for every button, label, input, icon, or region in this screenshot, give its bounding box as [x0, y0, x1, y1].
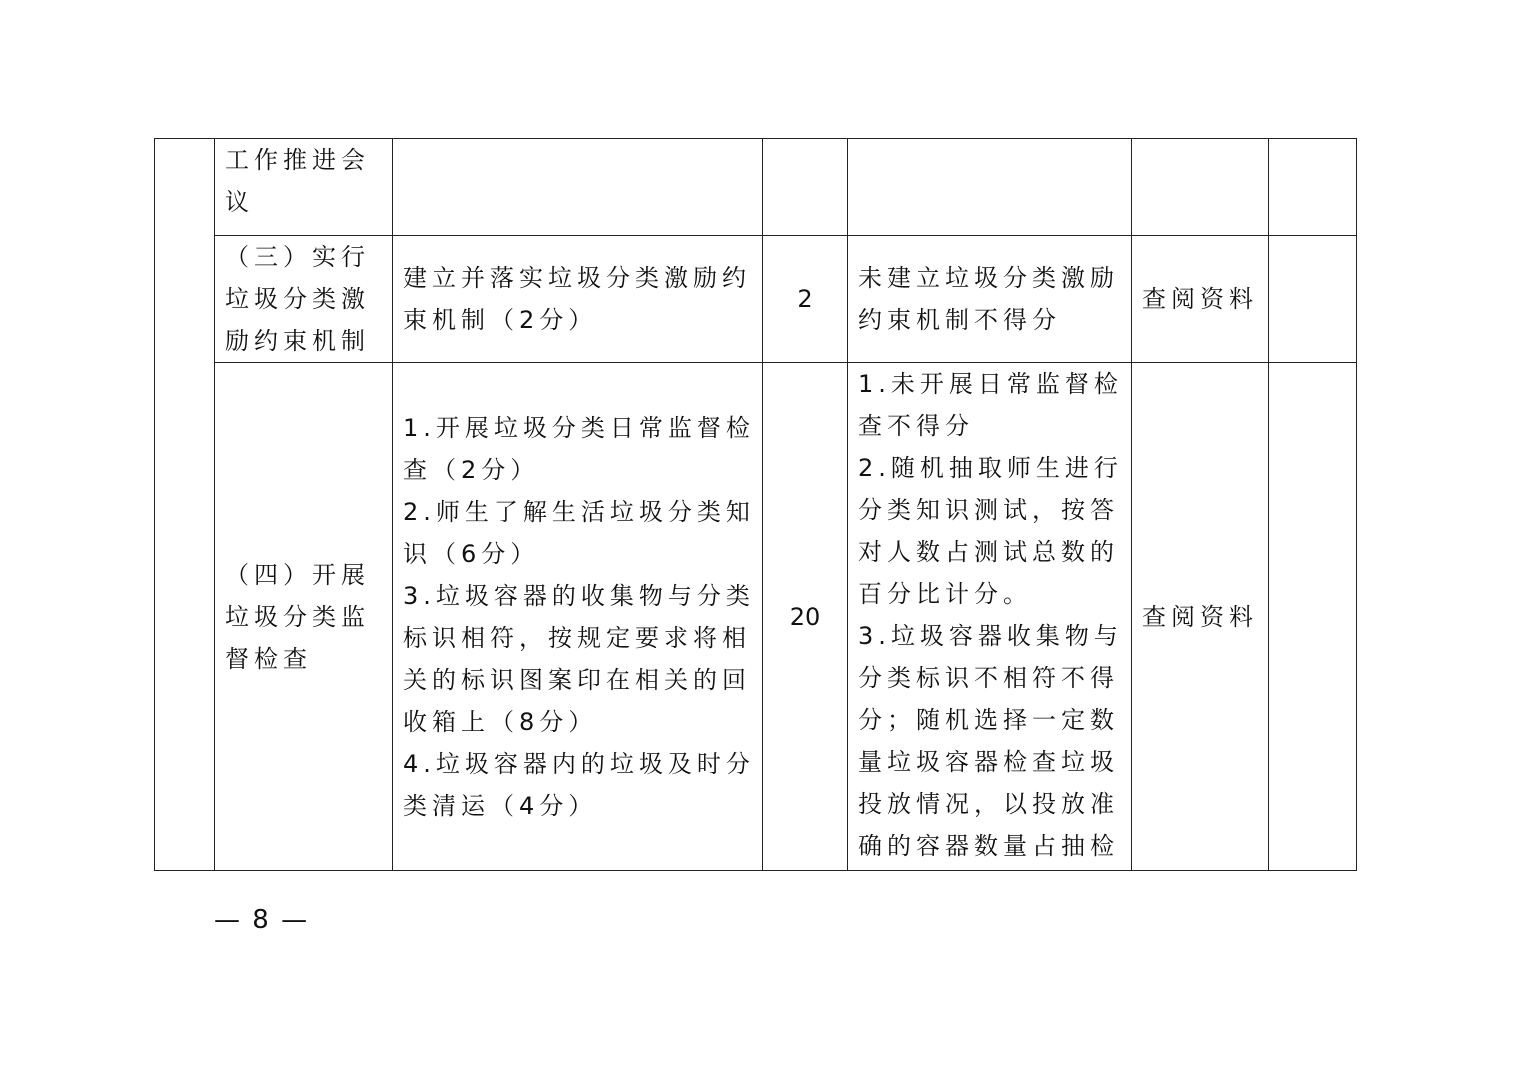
item-line: 工作推进会 — [225, 146, 370, 174]
method-cell — [1132, 363, 1269, 871]
content-line: 束机制（2分） — [403, 306, 598, 334]
item-cell — [215, 236, 393, 363]
criteria-line: 2.随机抽取师生进行 — [858, 454, 1123, 482]
category-cell — [155, 139, 215, 871]
item-line: 垃圾分类激 — [225, 285, 370, 313]
table-row — [155, 363, 1357, 871]
method-value: 查阅资料 — [1142, 285, 1258, 313]
table-row — [155, 139, 1357, 236]
method-cell — [1132, 236, 1269, 363]
table-row — [155, 236, 1357, 363]
criteria-cell — [848, 236, 1132, 363]
item-line: 督检查 — [225, 644, 312, 673]
criteria-line: 分类知识测试，按答 — [858, 496, 1119, 524]
content-line: 1.开展垃圾分类日常监督检 — [403, 413, 755, 442]
content-line: 4.垃圾容器内的垃圾及时分 — [403, 749, 755, 778]
content-cell — [393, 139, 763, 236]
page-number: — 8 — — [214, 905, 310, 935]
item-line: 垃圾分类监 — [225, 602, 370, 631]
criteria-cell — [848, 139, 1132, 236]
criteria-line: 分；随机选择一定数 — [858, 706, 1119, 734]
evaluation-table — [154, 138, 1357, 871]
criteria-line: 查不得分 — [858, 412, 974, 440]
content-cell — [393, 236, 763, 363]
criteria-line: 确的容器数量占抽检 — [858, 832, 1119, 860]
content-cell — [393, 363, 763, 871]
item-cell — [215, 139, 393, 236]
criteria-line: 3.垃圾容器收集物与 — [858, 622, 1123, 650]
content-line: 关的标识图案印在相关的回 — [403, 665, 751, 694]
item-cell — [215, 363, 393, 871]
criteria-line: 投放情况，以投放准 — [858, 790, 1119, 818]
criteria-line: 1.未开展日常监督检 — [858, 370, 1123, 398]
score-cell — [763, 139, 848, 236]
item-line: （四）开展 — [225, 560, 370, 589]
criteria-line: 对人数占测试总数的 — [858, 538, 1119, 566]
method-value: 查阅资料 — [1142, 602, 1258, 631]
content-line: 3.垃圾容器的收集物与分类 — [403, 581, 755, 610]
content-line: 建立并落实垃圾分类激励约 — [403, 264, 751, 292]
criteria-line: 约束机制不得分 — [858, 306, 1061, 334]
remark-cell — [1269, 363, 1357, 871]
content-line: 标识相符，按规定要求将相 — [403, 623, 751, 652]
method-cell — [1132, 139, 1269, 236]
item-line: 议 — [225, 188, 254, 216]
remark-cell — [1269, 139, 1357, 236]
item-line: （三）实行 — [225, 243, 370, 271]
content-line: 收箱上（8分） — [403, 707, 598, 736]
score-value: 2 — [797, 285, 813, 313]
remark-cell — [1269, 236, 1357, 363]
criteria-line: 未建立垃圾分类激励 — [858, 264, 1119, 292]
criteria-line: 量垃圾容器检查垃圾 — [858, 748, 1119, 776]
score-value: 20 — [789, 602, 821, 631]
criteria-line: 分类标识不相符不得 — [858, 664, 1119, 692]
content-line: 2.师生了解生活垃圾分类知 — [403, 497, 755, 526]
item-line: 励约束机制 — [225, 327, 370, 355]
score-cell — [763, 236, 848, 363]
criteria-line: 百分比计分。 — [858, 580, 1032, 608]
score-cell — [763, 363, 848, 871]
criteria-cell — [848, 363, 1132, 871]
content-line: 类清运（4分） — [403, 791, 598, 820]
content-line: 查（2分） — [403, 455, 540, 484]
content-line: 识（6分） — [403, 539, 540, 568]
